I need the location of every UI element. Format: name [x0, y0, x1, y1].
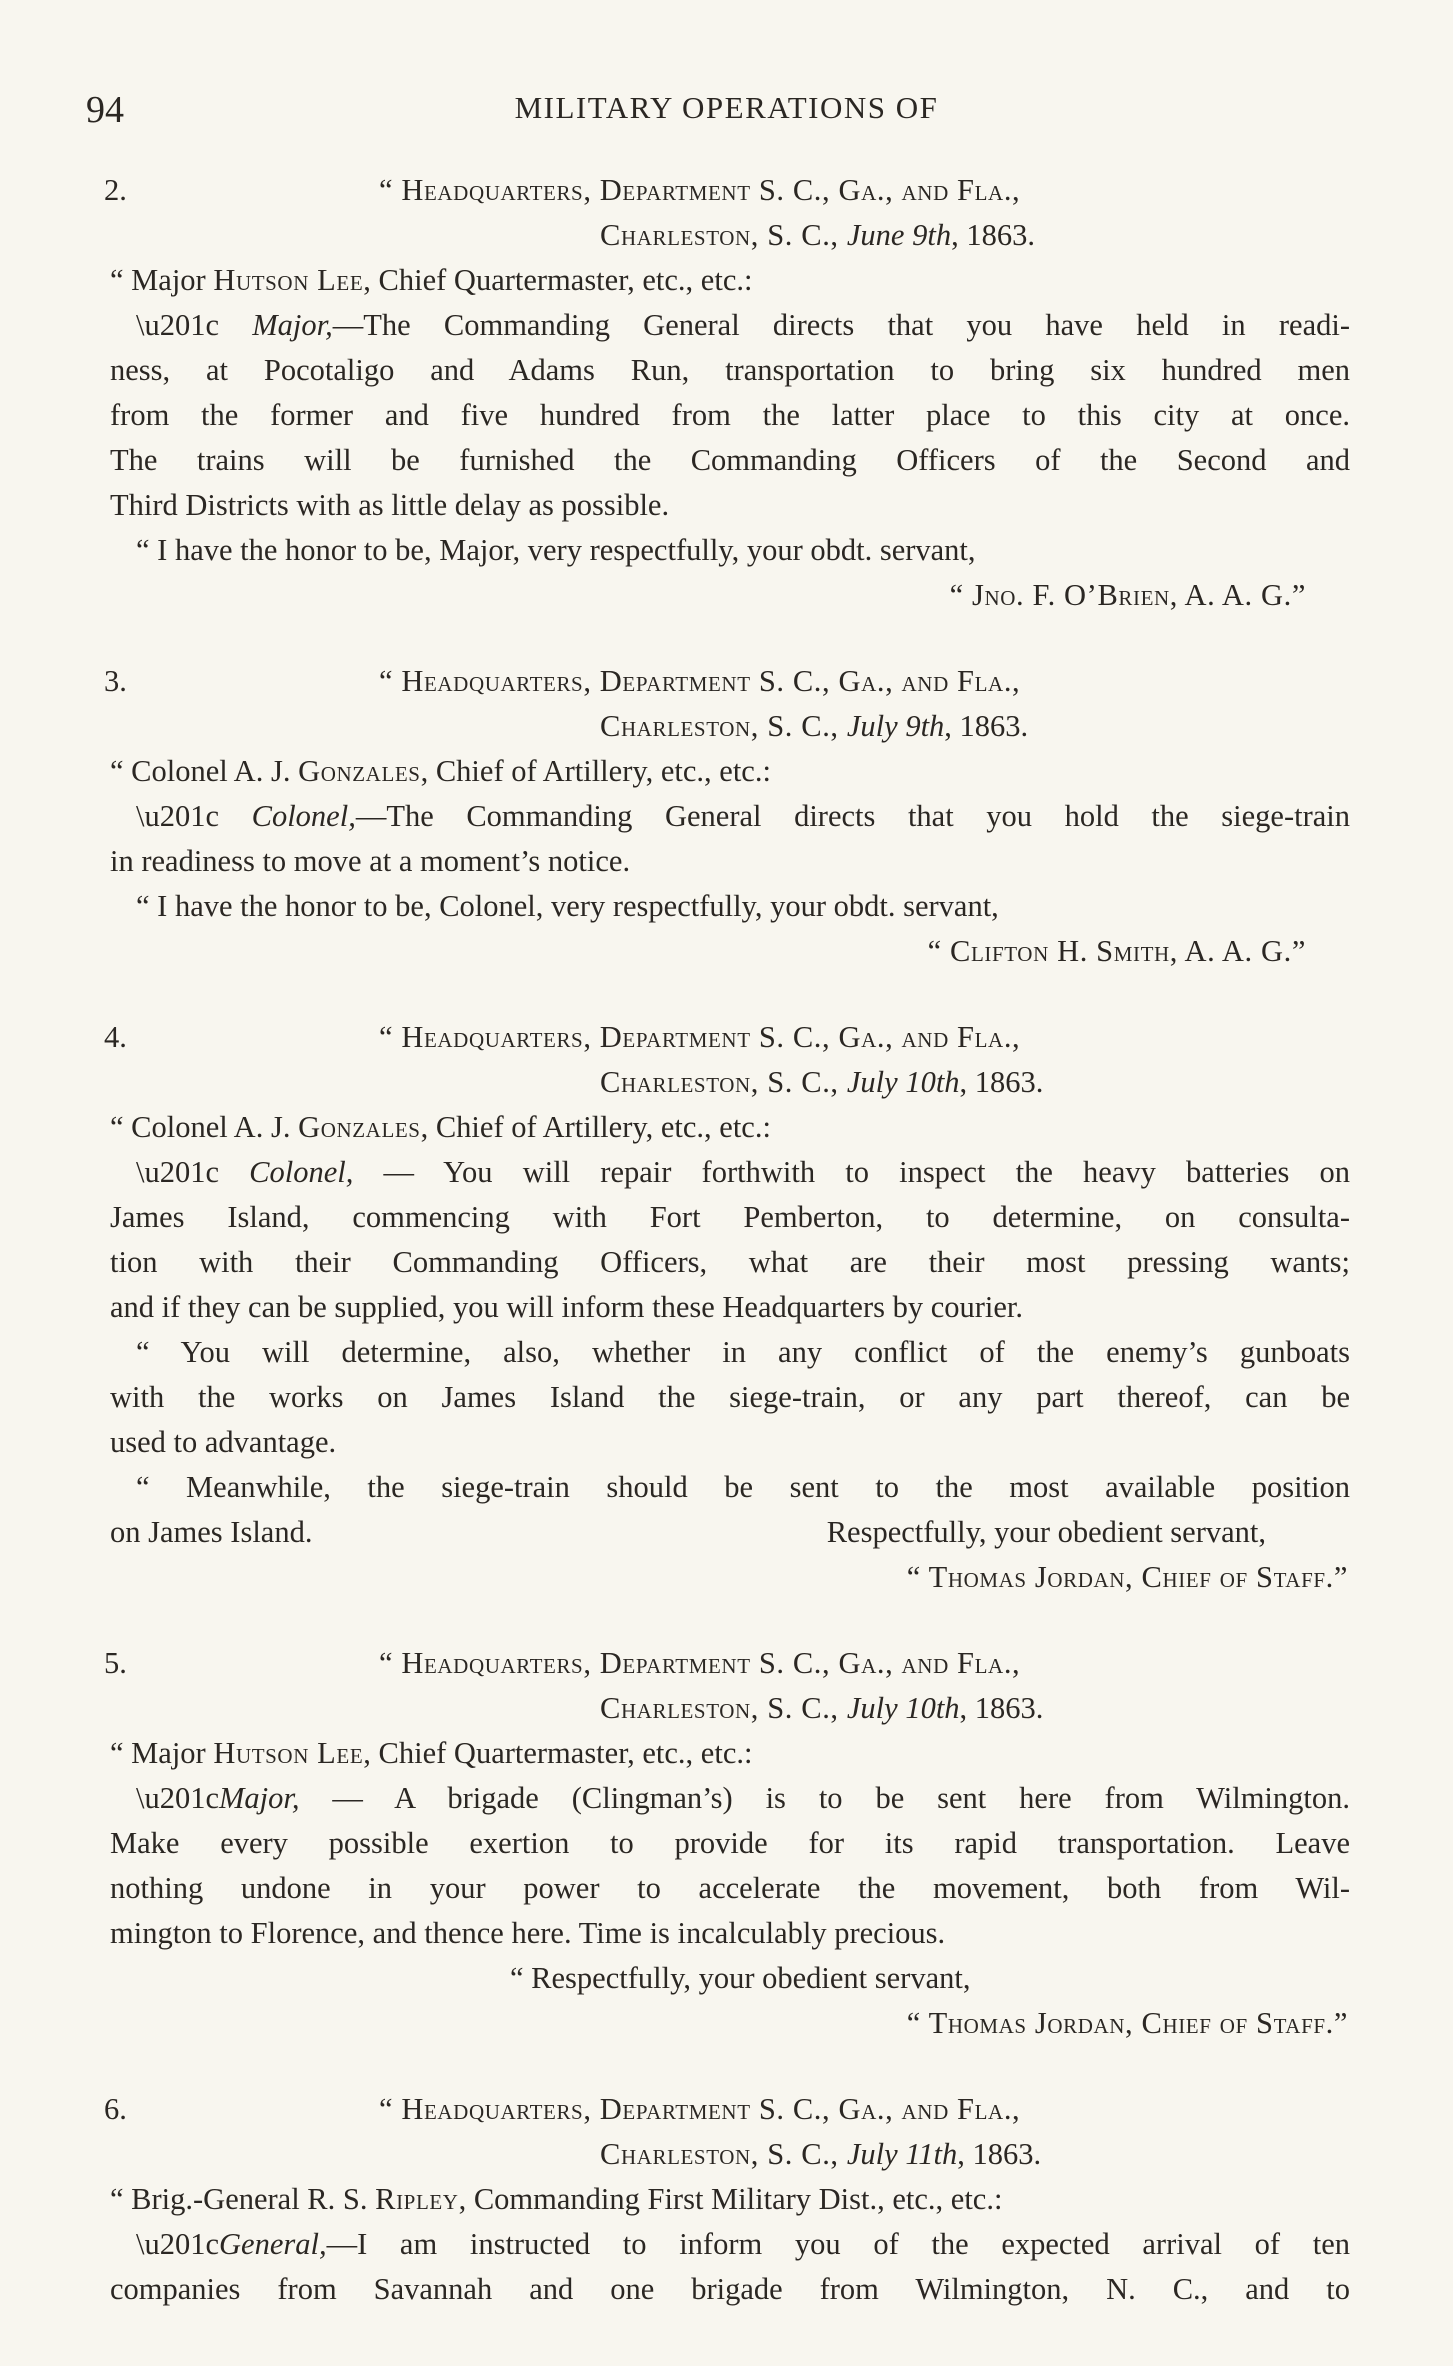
addressee-title: , Chief of Artillery, etc., etc.:: [420, 754, 771, 788]
place-date-line: [110, 1686, 1350, 1731]
letter-heading: [104, 2087, 1350, 2132]
body-line: nothing undone in your power to accelerate the movement, both from Wil-: [110, 1871, 1350, 1905]
addressee-name: Gonzales: [298, 1110, 421, 1144]
letter-heading: [104, 1641, 1350, 1686]
date: July 10th: [846, 1065, 960, 1099]
salutation: General,: [219, 2227, 327, 2261]
body-line: \u201cGeneral,—I am instructed to inform you of the expected arrival of ten: [136, 2227, 1350, 2261]
body-text: — A brigade (Clingman’s) is to be sent here from Wilmington.: [299, 1781, 1350, 1815]
body-line: \u201c Colonel,—The Commanding General directs that you hold the siege-train: [136, 799, 1350, 833]
body-line: with the works on James Island the siege-train, or any part thereof, can be: [110, 1380, 1350, 1414]
body-line: James Island, commencing with Fort Pemberton, to determine, on consulta-: [110, 1200, 1350, 1234]
headquarters-line: “ Headquarters, Department S. C., Ga., and Fla.,: [379, 173, 1021, 207]
body-text: —The Commanding General directs that you have held in readi-: [332, 308, 1350, 342]
letter-heading: [104, 168, 1350, 213]
signature: “ Thomas Jordan, Chief of Staff.”: [906, 1560, 1348, 1594]
year: , 1863.: [957, 2137, 1042, 2171]
signature: “ Clifton H. Smith, A. A. G.”: [927, 934, 1306, 968]
letter-2: [104, 168, 1350, 618]
closing-line: “ I have the honor to be, Major, very respectfully, your obdt. servant,: [136, 533, 976, 567]
letter-4: [104, 1015, 1350, 1600]
date: July 11th: [846, 2137, 958, 2171]
addressee-line: [110, 1105, 1350, 1150]
body-line: Make every possible exertion to provide for its rapid transportation. Leave: [110, 1826, 1350, 1860]
date: July 9th: [846, 709, 945, 743]
addressee-line: [110, 749, 1350, 794]
body-line: and if they can be supplied, you will inform these Headquarters by courier.: [110, 1290, 1024, 1324]
body-line: mington to Florence, and thence here. Time is incalculably precious.: [110, 1916, 946, 1950]
addressee-title: , Commanding First Military Dist., etc., etc.:: [458, 2182, 1003, 2216]
place: Charleston, S. C.,: [600, 709, 847, 743]
body-line: \u201c Major,—The Commanding General directs that you have held in readi-: [136, 308, 1350, 342]
respectfully-line: “ Respectfully, your obedient servant,: [510, 1961, 971, 1995]
headquarters-line: “ Headquarters, Department S. C., Ga., and Fla.,: [379, 2092, 1021, 2126]
place-date-line: [110, 704, 1350, 749]
letter-3: [104, 659, 1350, 974]
headquarters-line: “ Headquarters, Department S. C., Ga., and Fla.,: [379, 1020, 1021, 1054]
place: Charleston, S. C.,: [600, 218, 847, 252]
year: , 1863.: [959, 1691, 1044, 1725]
letter-number: 3.: [104, 664, 127, 698]
body-text: on James Island.: [110, 1515, 313, 1549]
page-body: [104, 168, 1350, 2312]
letter-heading: [104, 659, 1350, 704]
body-line: \u201cMajor, — A brigade (Clingman’s) is to be sent here from Wilmington.: [136, 1781, 1350, 1815]
letter-5: [104, 1641, 1350, 2046]
closing-line: “ I have the honor to be, Colonel, very respectfully, your obdt. servant,: [136, 889, 999, 923]
addressee-prefix: “ Major: [110, 1736, 214, 1770]
running-title: MILITARY OPERATIONS OF: [514, 90, 939, 125]
addressee-title: , Chief Quartermaster, etc., etc.:: [363, 1736, 753, 1770]
page-number: 94: [86, 89, 124, 131]
body-line: \u201c Colonel, — You will repair forthwith to inspect the heavy batteries on: [136, 1155, 1350, 1189]
addressee-line: [110, 1731, 1350, 1776]
signature: “ Thomas Jordan, Chief of Staff.”: [906, 2006, 1348, 2040]
respectfully-line: Respectfully, your obedient servant,: [826, 1515, 1266, 1549]
addressee-name: Ripley: [375, 2182, 459, 2216]
letter-number: 6.: [104, 2092, 127, 2126]
body-text: — You will repair forthwith to inspect the heavy batteries on: [353, 1155, 1350, 1189]
addressee-title: , Chief of Artillery, etc., etc.:: [420, 1110, 771, 1144]
headquarters-line: “ Headquarters, Department S. C., Ga., and Fla.,: [379, 664, 1021, 698]
headquarters-line: “ Headquarters, Department S. C., Ga., and Fla.,: [379, 1646, 1021, 1680]
body-line: tion with their Commanding Officers, what are their most pressing wants;: [110, 1245, 1350, 1279]
body-line: in readiness to move at a moment’s notice.: [110, 844, 631, 878]
year: , 1863.: [951, 218, 1035, 252]
body-line: Third Districts with as little delay as possible.: [110, 488, 670, 522]
body-text: —I am instructed to inform you of the expected arrival of ten: [326, 2227, 1350, 2261]
addressee-name: Gonzales: [298, 754, 421, 788]
addressee-prefix: “ Colonel A. J.: [110, 754, 299, 788]
year: , 1863.: [944, 709, 1029, 743]
addressee-line: [110, 258, 1350, 303]
body-line: “ You will determine, also, whether in any conflict of the enemy’s gunboats: [136, 1335, 1350, 1369]
place-date-line: [110, 2132, 1350, 2177]
letter-heading: [104, 1015, 1350, 1060]
year: , 1863.: [959, 1065, 1044, 1099]
body-text: —The Commanding General directs that you hold the siege-train: [355, 799, 1350, 833]
addressee-prefix: “ Brig.-General R. S.: [110, 2182, 376, 2216]
signature: “ Jno. F. O’Brien, A. A. G.”: [949, 578, 1306, 612]
body-line: used to advantage.: [110, 1425, 337, 1459]
addressee-name: Hutson Lee: [213, 1736, 364, 1770]
date: June 9th: [846, 218, 952, 252]
addressee-prefix: “ Major: [110, 263, 214, 297]
letter-number: 4.: [104, 1020, 127, 1054]
salutation: Major,: [252, 308, 333, 342]
place: Charleston, S. C.,: [600, 1691, 847, 1725]
place-date-line: [110, 213, 1350, 258]
addressee-name: Hutson Lee: [213, 263, 364, 297]
addressee-title: , Chief Quartermaster, etc., etc.:: [363, 263, 753, 297]
letter-number: 5.: [104, 1646, 127, 1680]
addressee-line: [110, 2177, 1350, 2222]
addressee-prefix: “ Colonel A. J.: [110, 1110, 299, 1144]
place-date-line: [110, 1060, 1350, 1105]
letter-number: 2.: [104, 173, 127, 207]
place: Charleston, S. C.,: [600, 2137, 847, 2171]
body-line: “ Meanwhile, the siege-train should be sent to the most available position: [136, 1470, 1350, 1504]
salutation: Colonel,: [251, 799, 356, 833]
body-line: companies from Savannah and one brigade from Wilmington, N. C., and to: [110, 2272, 1350, 2306]
place: Charleston, S. C.,: [600, 1065, 847, 1099]
date: July 10th: [846, 1691, 960, 1725]
letter-6: [104, 2087, 1350, 2312]
body-line: The trains will be furnished the Commanding Officers of the Second and: [110, 443, 1350, 477]
salutation: Major,: [219, 1781, 300, 1815]
page-header: [0, 88, 1453, 138]
body-line: [110, 1510, 1350, 1555]
body-line: ness, at Pocotaligo and Adams Run, transportation to bring six hundred men: [110, 353, 1350, 387]
salutation: Colonel,: [249, 1155, 354, 1189]
body-line: from the former and five hundred from the latter place to this city at once.: [110, 398, 1350, 432]
